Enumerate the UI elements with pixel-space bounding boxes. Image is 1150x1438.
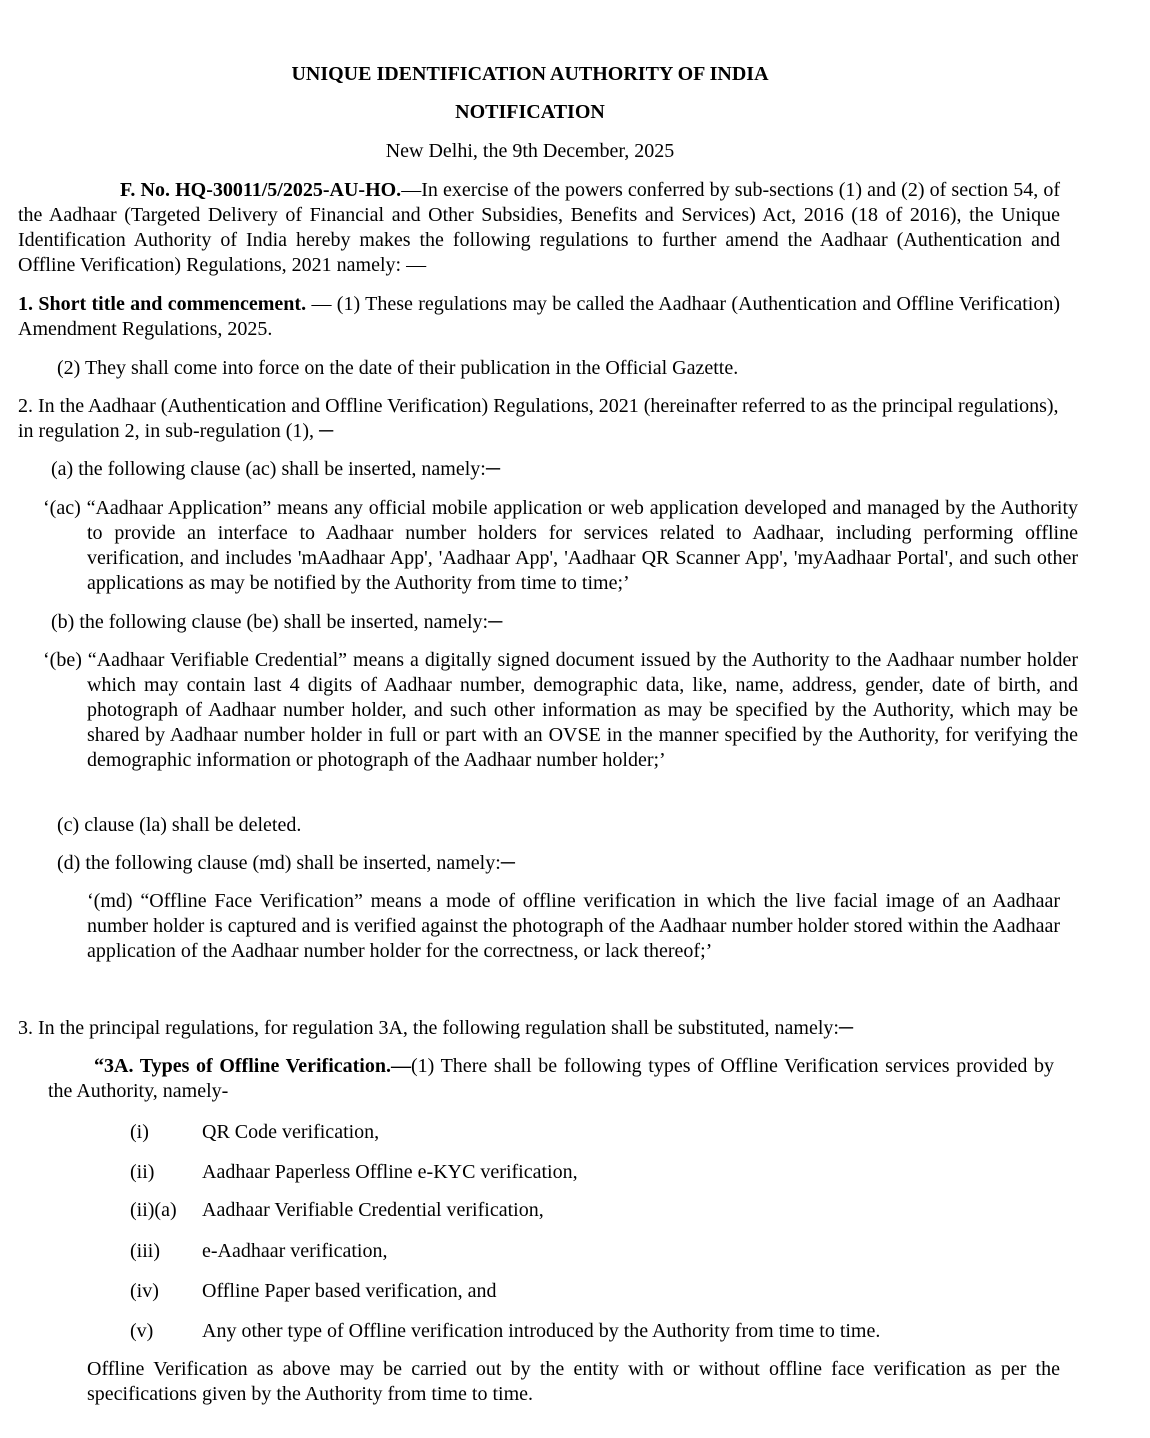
- dateline: New Delhi, the 9th December, 2025: [385, 140, 675, 162]
- list-item-number: (ii): [130, 1161, 155, 1183]
- clause-md-definition: ‘(md) “Offline Face Verification” means a mode of offline verification in which the live facial image of an Aadhaar number holder is captured and is verified against the photograph of the Aadhaar number holder stored within the Aadhaar application of the Aadhaar number holder for the correctness, or lack thereof;’: [87, 890, 1060, 962]
- list-item-number: (ii)(a): [130, 1199, 177, 1221]
- file-number: F. No. HQ-30011/5/2025-AU-HO.: [120, 179, 402, 201]
- regulation-3a-text: (1) There shall be following types of Offline Verification services provided by the Authority, namely-: [48, 1055, 1054, 1102]
- section-3-intro: 3. In the principal regulations, for regulation 3A, the following regulation shall be substituted, namely:─: [18, 1017, 854, 1039]
- list-item-number: (iii): [130, 1240, 160, 1262]
- clause-be-definition: ‘(be) “Aadhaar Verifiable Credential” means a digitally signed document issued by the Authority to the Aadhaar number holder which may contain last 4 digits of Aadhaar number, demographic data, like, name, address, gender, date of birth, and photograph of Aadhaar number holder, and such other information as may be specified by the Authority, which may be shared by Aadhaar number holder in full or part with an OVSE in the manner specified by the Authority, for verifying the demographic information or photograph of the Aadhaar number holder;’: [43, 649, 1078, 771]
- section-1-text: — (1) These regulations may be called the Aadhaar (Authentication and Offline Verification) Amendment Regulations, 2025.: [18, 293, 1060, 340]
- notification-title: NOTIFICATION: [455, 101, 605, 123]
- clause-ac-definition: ‘(ac) “Aadhaar Application” means any official mobile application or web application developed and managed by the Authority to provide an interface to Aadhaar number holders for services related to Aadhaar, including performing offline verification, and includes 'mAadhaar App', 'Aadhaar App', 'Aadhaar QR Scanner App', 'myAadhaar Portal', and such other applications as may be notified by the Authority from time to time;’: [43, 497, 1078, 594]
- clause-b: (b) the following clause (be) shall be inserted, namely:─: [51, 611, 503, 633]
- list-item-text: Aadhaar Paperless Offline e-KYC verification,: [202, 1161, 578, 1183]
- list-item-text: Any other type of Offline verification introduced by the Authority from time to time.: [202, 1320, 881, 1342]
- clause-c: (c) clause (la) shall be deleted.: [57, 814, 302, 836]
- regulation-3a: [48, 1054, 1054, 1104]
- section-2-intro: 2. In the Aadhaar (Authentication and Offline Verification) Regulations, 2021 (hereinafter referred to as the principal regulations), in regulation 2, in sub-regulation (1), ─: [18, 395, 1059, 442]
- list-item: [130, 1239, 387, 1264]
- regulation-3a-closing: Offline Verification as above may be carried out by the entity with or without offline face verification as per the specifications given by the Authority from time to time.: [87, 1358, 1060, 1405]
- preamble-text: —In exercise of the powers conferred by sub-sections (1) and (2) of section 54, of the Aadhaar (Targeted Delivery of Financial and Other Subsidies, Benefits and Services) Act, 2016 (18 of 2016), the Unique Identification Authority of India hereby makes the following regulations to further amend the Aadhaar (Authentication and Offline Verification) Regulations, 2021 namely: —: [18, 179, 1060, 276]
- list-item-number: (i): [130, 1121, 149, 1143]
- list-item: [130, 1319, 880, 1344]
- list-item: [130, 1279, 497, 1304]
- section-1-sub-2: (2) They shall come into force on the date of their publication in the Official Gazette.: [57, 357, 739, 379]
- clause-a: (a) the following clause (ac) shall be inserted, namely:─: [51, 458, 501, 480]
- list-item-text: QR Code verification,: [202, 1121, 380, 1143]
- list-item-text: Offline Paper based verification, and: [202, 1280, 497, 1302]
- list-item: [130, 1160, 578, 1185]
- authority-heading: UNIQUE IDENTIFICATION AUTHORITY OF INDIA: [291, 63, 769, 85]
- list-item-number: (iv): [130, 1280, 159, 1302]
- section-1-heading: 1. Short title and commencement.: [18, 293, 307, 315]
- section-1: [18, 292, 1060, 342]
- list-item: [130, 1198, 544, 1223]
- list-item-number: (v): [130, 1320, 154, 1342]
- clause-d: (d) the following clause (md) shall be inserted, namely:─: [57, 852, 515, 874]
- regulation-3a-heading: “3A. Types of Offline Verification.—: [94, 1055, 411, 1077]
- list-item-text: Aadhaar Verifiable Credential verification,: [202, 1199, 544, 1221]
- list-item: [130, 1120, 379, 1145]
- preamble: [18, 178, 1060, 278]
- list-item-text: e-Aadhaar verification,: [202, 1240, 388, 1262]
